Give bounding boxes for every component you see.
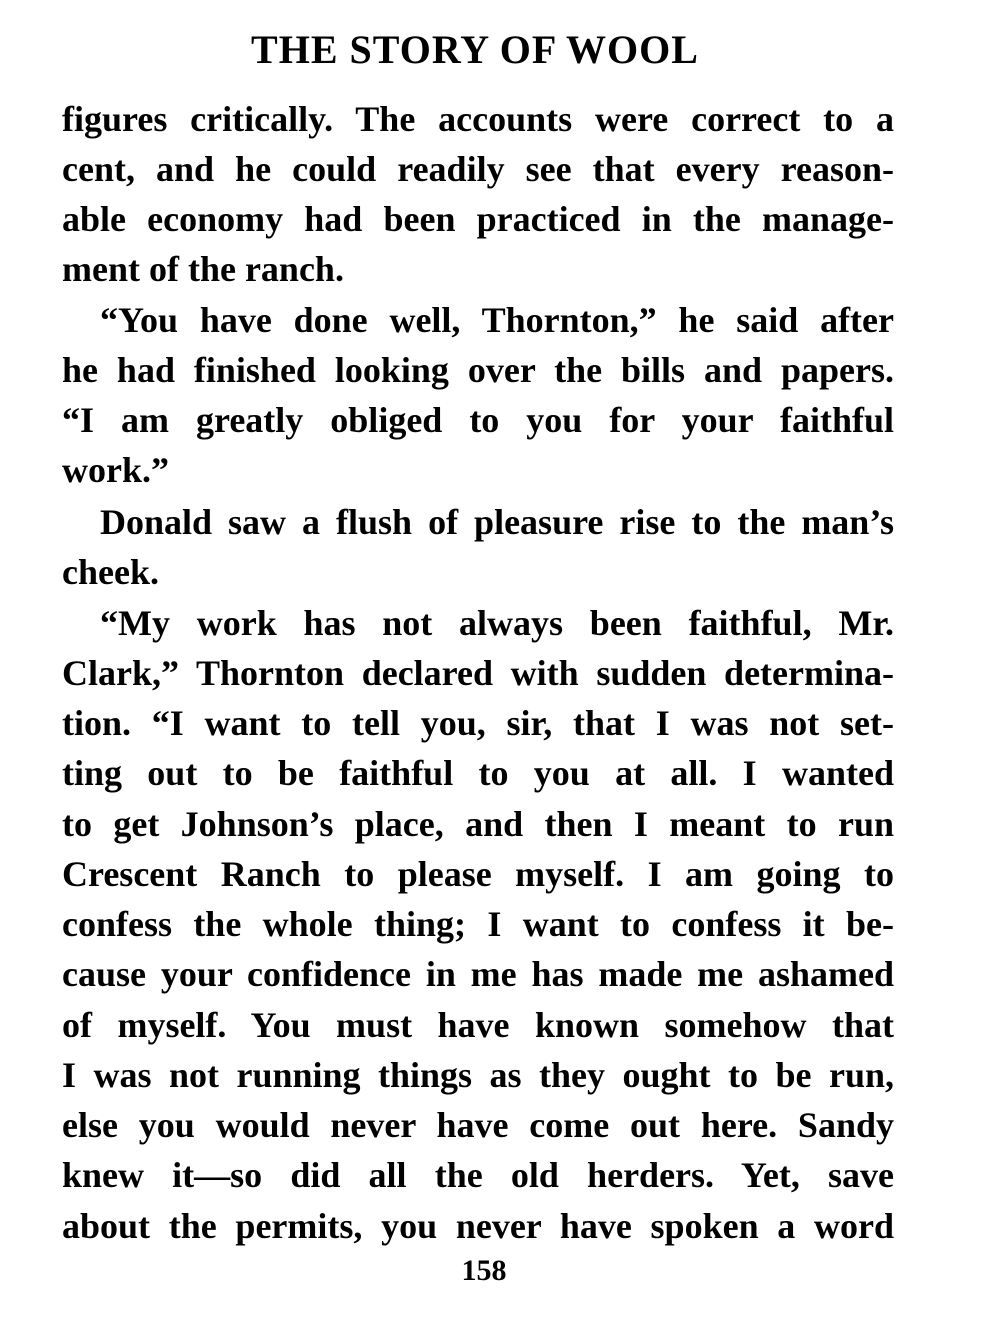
text-line: of myself. You must have known somehow that <box>62 1005 894 1045</box>
text-line: “My work has not always been faithful, Mr. <box>100 603 894 643</box>
text-line: to get Johnson’s place, and then I meant to run <box>62 804 894 844</box>
text-line: cheek. <box>62 552 159 592</box>
page-number: 158 <box>461 1254 507 1287</box>
text-line: confess the whole thing; I want to confess it be- <box>62 904 894 944</box>
text-line: cause your confidence in me has made me ashamed <box>62 954 894 994</box>
text-line: figures critically. The accounts were correct to a <box>62 99 894 139</box>
text-line: tion. “I want to tell you, sir, that I was not set- <box>62 703 894 743</box>
text-line: “I am greatly obliged to you for your faithful <box>62 400 894 440</box>
text-line: Donald saw a flush of pleasure rise to the man’s <box>100 502 894 542</box>
text-line: knew it—so did all the old herders. Yet, save <box>62 1155 894 1195</box>
text-line: work.” <box>62 450 169 490</box>
text-line: he had finished looking over the bills and papers. <box>62 350 894 390</box>
text-line: Crescent Ranch to please myself. I am going to <box>62 854 894 894</box>
running-head: THE STORY OF WOOL <box>251 27 699 72</box>
text-line: “You have done well, Thornton,” he said after <box>100 300 894 340</box>
text-line: able economy had been practiced in the manage- <box>62 199 894 239</box>
text-line: about the permits, you never have spoken a word <box>62 1206 894 1246</box>
text-line: I was not running things as they ought to be run, <box>62 1055 894 1095</box>
text-line: ment of the ranch. <box>62 249 344 289</box>
text-line: Clark,” Thornton declared with sudden determina- <box>62 653 894 693</box>
text-line: else you would never have come out here. Sandy <box>62 1105 894 1145</box>
text-line: ting out to be faithful to you at all. I wanted <box>62 753 894 793</box>
text-line: cent, and he could readily see that every reason- <box>62 149 894 189</box>
